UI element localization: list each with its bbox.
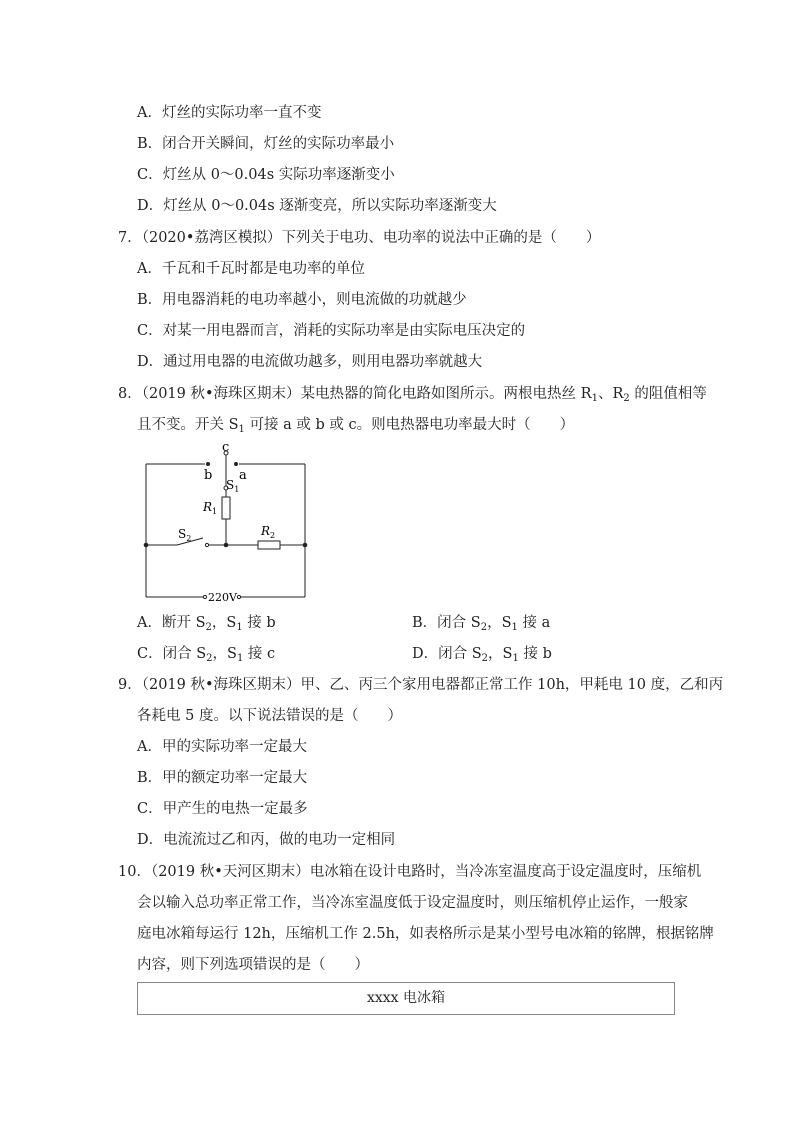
label-s1: $S_1$ <box>226 478 240 494</box>
q9-option-a: A．甲的实际功率一定最大 <box>137 739 307 755</box>
label-a: a <box>239 468 247 483</box>
q6-option-c: C．灯丝从 0～0.04s 实际功率逐渐变小 <box>137 167 395 183</box>
q8-option-c: C．闭合 $S_2$，$S_1$ 接 c <box>137 646 276 664</box>
q9-option-b: B．甲的额定功率一定最大 <box>137 770 308 786</box>
q8-option-a: A．断开 $S_2$，$S_1$ 接 b <box>137 615 276 633</box>
q9-option-d: D．电流流过乙和丙，做的电功一定相同 <box>137 832 396 848</box>
q10-stem-line2: 会以输入总功率正常工作，当冷冻室温度低于设定温度时，则压缩机停止运作，一般家 <box>137 895 688 911</box>
label-c: c <box>222 440 230 455</box>
q8-stem-line1: 8．（2019 秋•海珠区期末）某电热器的简化电路如图所示。两根电热丝 $R_1$、$R_2$ 的阻值相等 <box>118 386 707 404</box>
label-b: b <box>204 468 213 483</box>
label-r1: $R_1$ <box>203 500 218 516</box>
circuit-diagram <box>135 438 320 608</box>
q10-stem-line4: 内容，则下列选项错误的是（ ） <box>137 957 369 973</box>
q7-option-a: A．千瓦和千瓦时都是电功率的单位 <box>137 261 365 277</box>
q9-stem-line2: 各耗电 5 度。以下说法错误的是（ ） <box>137 708 402 724</box>
r2-resistor <box>258 541 280 549</box>
label-r2: $R_2$ <box>261 524 276 540</box>
q8-option-d: D．闭合 $S_2$，$S_1$ 接 b <box>412 646 552 664</box>
q9-option-c: C．甲产生的电热一定最多 <box>137 801 308 817</box>
q7-option-c: C．对某一用电器而言，消耗的实际功率是由实际电压决定的 <box>137 323 526 339</box>
q9-stem-line1: 9．（2019 秋•海珠区期末）甲、乙、丙三个家用电器都正常工作 10h，甲耗电 10 度，乙和丙 <box>118 677 724 693</box>
q10-stem-line1: 10．（2019 秋•天河区期末）电冰箱在设计电路时，当冷冻室温度高于设定温度时，压缩机 <box>118 864 702 880</box>
q8-stem-line2: 且不变。开关 $S_1$ 可接 a 或 b 或 c。则电热器电功率最大时（ ） <box>137 417 575 435</box>
q7-stem: 7．（2020•荔湾区模拟）下列关于电功、电功率的说法中正确的是（ ） <box>118 230 601 246</box>
q10-stem-line3: 庭电冰箱每运行 12h，压缩机工作 2.5h，如表格所示是某小型号电冰箱的铭牌，根据铭牌 <box>137 926 714 942</box>
q7-option-d: D．通过用电器的电流做功越多，则用电器功率就越大 <box>137 354 483 370</box>
q6-option-a: A．灯丝的实际功率一直不变 <box>137 105 322 121</box>
nameplate-table-header: xxxx 电冰箱 <box>137 982 675 1015</box>
q6-option-b: B．闭合开关瞬间，灯丝的实际功率最小 <box>137 136 395 152</box>
r1-resistor <box>222 497 230 519</box>
label-source: 220V <box>208 591 237 604</box>
q7-option-b: B．用电器消耗的电功率越小，则电流做的功就越少 <box>137 292 467 308</box>
label-s2: $S_2$ <box>178 527 192 543</box>
q6-option-d: D．灯丝从 0～0.04s 逐渐变亮，所以实际功率逐渐变大 <box>137 198 497 214</box>
q8-option-b: B．闭合 $S_2$，$S_1$ 接 a <box>412 615 551 633</box>
